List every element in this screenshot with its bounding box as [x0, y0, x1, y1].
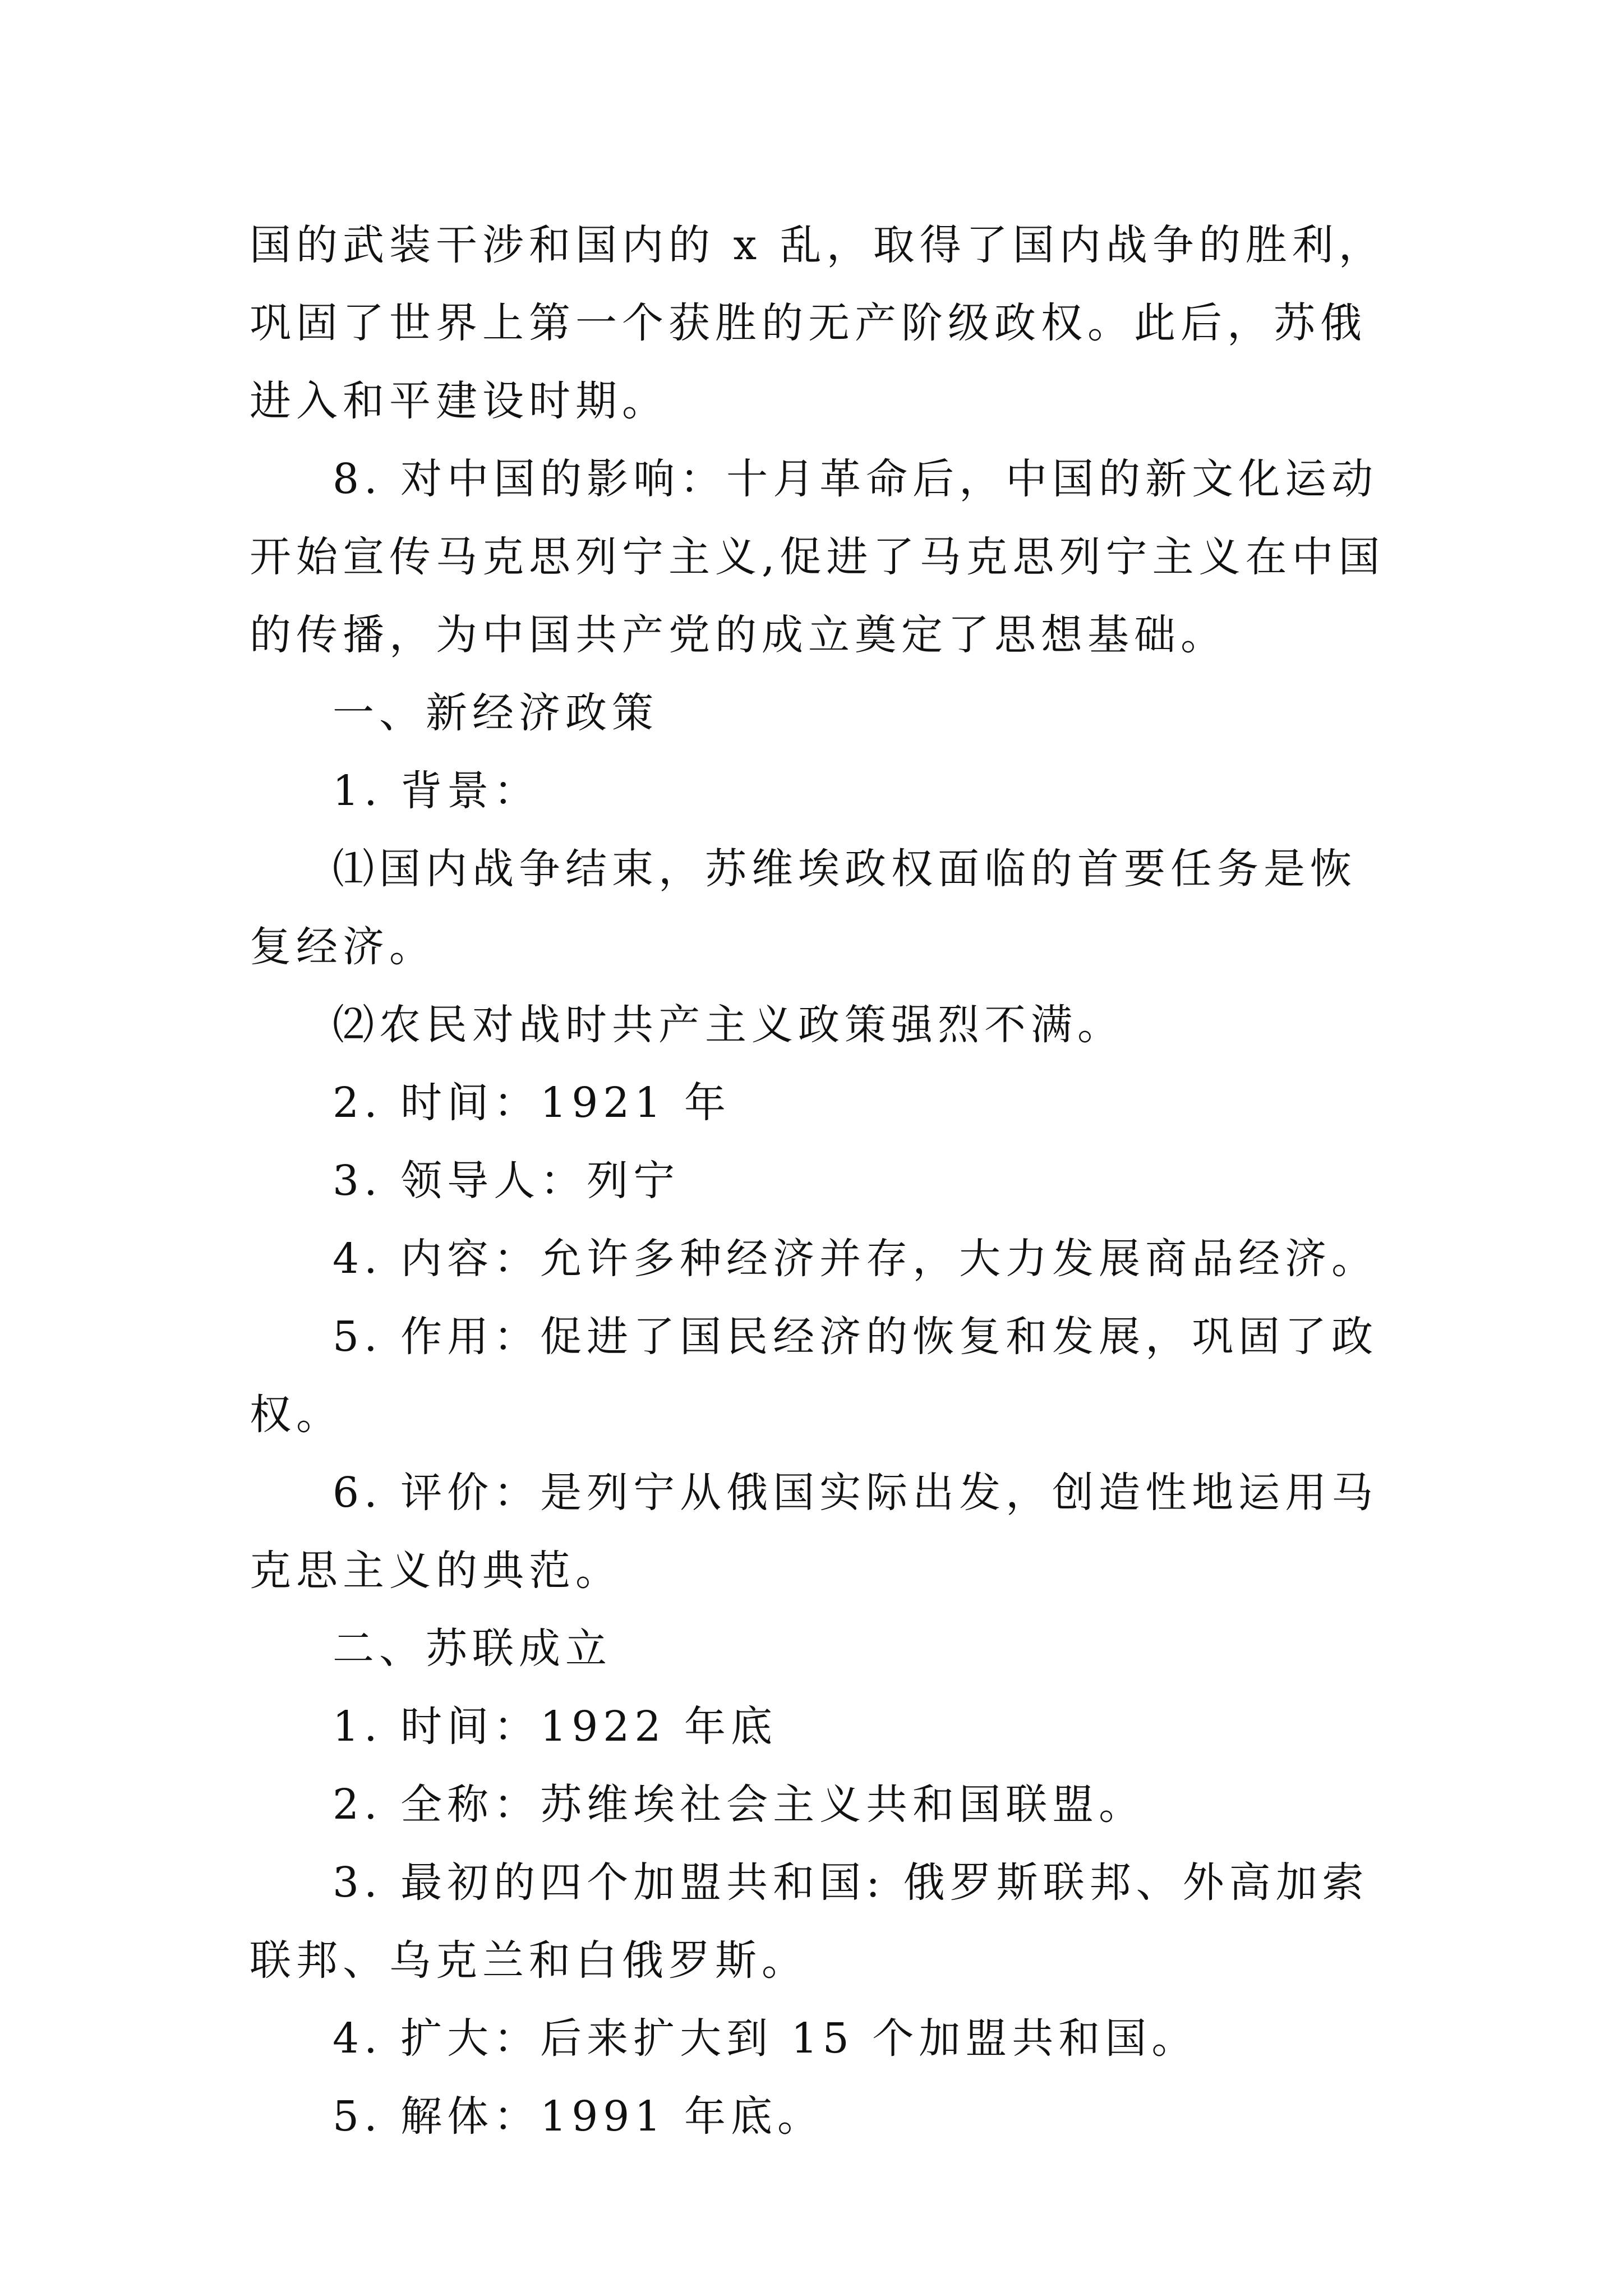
- item-ussr-full-name: 2. 全称：苏维埃社会主义共和国联盟。: [333, 1780, 1146, 1829]
- document-body: [250, 206, 1394, 2156]
- item-leader: 3. 领导人：列宁: [333, 1157, 680, 1205]
- item-background: 1. 背景：: [333, 767, 541, 815]
- item-ussr-dissolution: 5. 解体：1991 年底。: [333, 2092, 824, 2141]
- item-background-2: ⑵农民对战时共产主义政策强烈不满。: [333, 1001, 1124, 1049]
- item-time: 2. 时间：1921 年: [333, 1079, 731, 1127]
- item-background-1: ⑴国内战争结束，苏维埃政权面临的首要任务是恢复经济。: [250, 845, 1357, 971]
- item-ussr-time: 1. 时间：1922 年底: [333, 1703, 777, 1751]
- item-effect: 5. 作用：促进了国民经济的恢复和发展，巩固了政权。: [250, 1313, 1378, 1439]
- item-ussr-expansion: 4. 扩大：后来扩大到 15 个加盟共和国。: [333, 2014, 1198, 2063]
- section-heading-ussr-founded: 二、苏联成立: [333, 1625, 612, 1673]
- item-content: 4. 内容：允许多种经济并存，大力发展商品经济。: [333, 1235, 1378, 1283]
- paragraph-continuation: 国的武装干涉和国内的 x 乱，取得了国内战争的胜利，巩固了世界上第一个获胜的无产阶级政权。此后，苏俄进入和平建设时期。: [250, 221, 1385, 425]
- paragraph-influence-on-china: 8. 对中国的影响：十月革命后，中国的新文化运动开始宣传马克思列宁主义,促进了马克思列宁主义在中国的传播，为中国共产党的成立奠定了思想基础。: [250, 455, 1385, 659]
- section-heading-new-economic-policy: 一、新经济政策: [333, 689, 658, 737]
- item-evaluation: 6. 评价：是列宁从俄国实际出发，创造性地运用马克思主义的典范。: [250, 1469, 1378, 1595]
- item-ussr-founding-republics: 3. 最初的四个加盟共和国: 俄罗斯联邦、外高加索联邦、乌克兰和白俄罗斯。: [250, 1858, 1369, 1985]
